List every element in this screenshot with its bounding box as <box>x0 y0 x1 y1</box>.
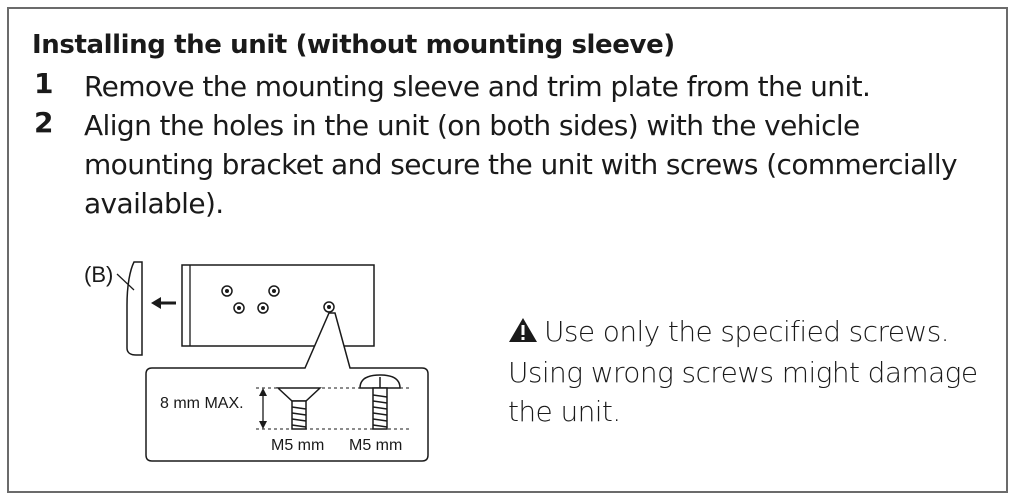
unit-body <box>182 265 374 346</box>
warning-triangle-icon <box>508 314 538 353</box>
step-1-text: Remove the mounting sleeve and trim plate from the unit. <box>84 70 871 103</box>
arrow-left-icon <box>151 297 176 309</box>
caution-text: Use only the specified screws. Using wrong screws might damage the unit. <box>508 315 978 428</box>
caution-note <box>508 312 998 431</box>
step-2-text: Align the holes in the unit (on both sides) with the vehicle mounting bracket and secure the unit with screws (commercially available). <box>84 109 957 220</box>
step-2-number: 2 <box>34 106 54 139</box>
screw-size-label-1: M5 mm <box>271 437 325 454</box>
trim-plate-label: (B) <box>84 262 114 287</box>
step-1-number: 1 <box>34 67 54 100</box>
max-length-label: 8 mm MAX. <box>160 395 244 412</box>
section-title: Installing the unit (without mounting sleeve) <box>32 30 675 60</box>
screw-size-label-2: M5 mm <box>349 437 403 454</box>
trim-plate <box>127 262 142 355</box>
